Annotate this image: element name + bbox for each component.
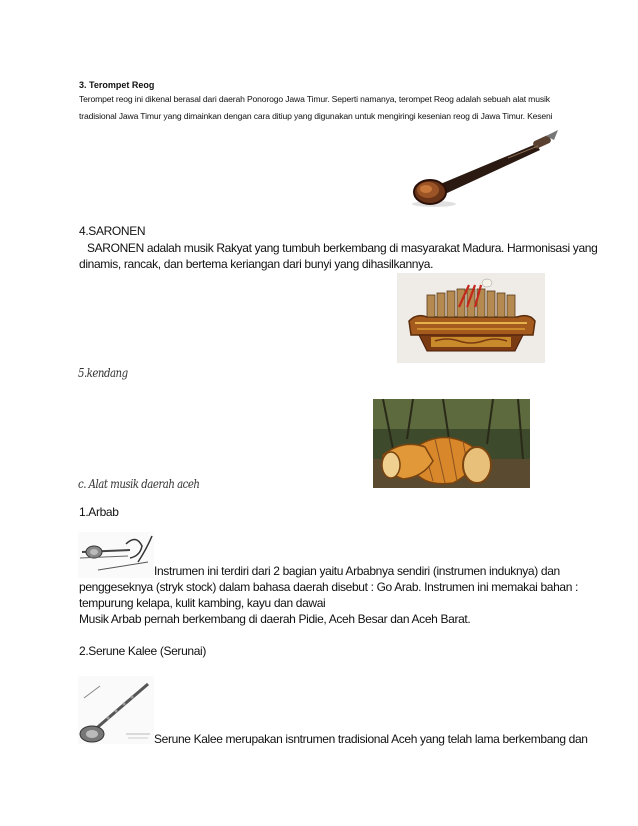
paragraph-line: tradisional Jawa Timur yang dimainkan dengan cara ditiup yang digunakan untuk mengiringi kesenian reog di Jawa Timur. Keseni — [79, 111, 553, 121]
saronen-gamelan-image — [397, 273, 545, 363]
paragraph-line: dinamis, rancak, dan bertema keriangan dari bunyi yang dihasilkannya. — [79, 257, 434, 271]
paragraph-line: Musik Arbab pernah berkembang di daerah Pidie, Aceh Besar dan Aceh Barat. — [79, 612, 471, 626]
section-heading-aceh: c. Alat musik daerah aceh — [78, 477, 200, 491]
paragraph-line: Instrumen ini terdiri dari 2 bagian yaitu Arbabnya sendiri (instrumen induknya) dan — [154, 564, 560, 578]
section-heading-kendang: 5.kendang — [78, 366, 128, 380]
serune-kalee-image — [78, 676, 154, 744]
kendang-drum-image — [373, 399, 530, 488]
paragraph-line: Serune Kalee merupakan isntrumen tradisional Aceh yang telah lama berkembang dan — [154, 732, 588, 746]
paragraph-line: penggeseknya (stryk stock) dalam bahasa daerah disebut : Go Arab. Instrumen ini memakai bahan : — [79, 580, 579, 594]
section-heading-saronen: 4.SARONEN — [79, 224, 146, 238]
paragraph-line: Terompet reog ini dikenal berasal dari daerah Ponorogo Jawa Timur. Seperti namanya, terompet Reog adalah sebuah alat musik — [79, 94, 550, 104]
arbab-instrument-image — [78, 532, 154, 578]
section-heading-terompet-reog: 3. Terompet Reog — [79, 80, 155, 90]
paragraph-line: tempurung kelapa, kulit kambing, kayu dan dawai — [79, 596, 326, 610]
section-heading-arbab: 1.Arbab — [79, 505, 119, 519]
section-heading-serune-kalee: 2.Serune Kalee (Serunai) — [79, 644, 207, 658]
paragraph-line: SARONEN adalah musik Rakyat yang tumbuh berkembang di masyarakat Madura. Harmonisasi yang — [87, 241, 598, 255]
terompet-reog-image — [408, 130, 568, 208]
